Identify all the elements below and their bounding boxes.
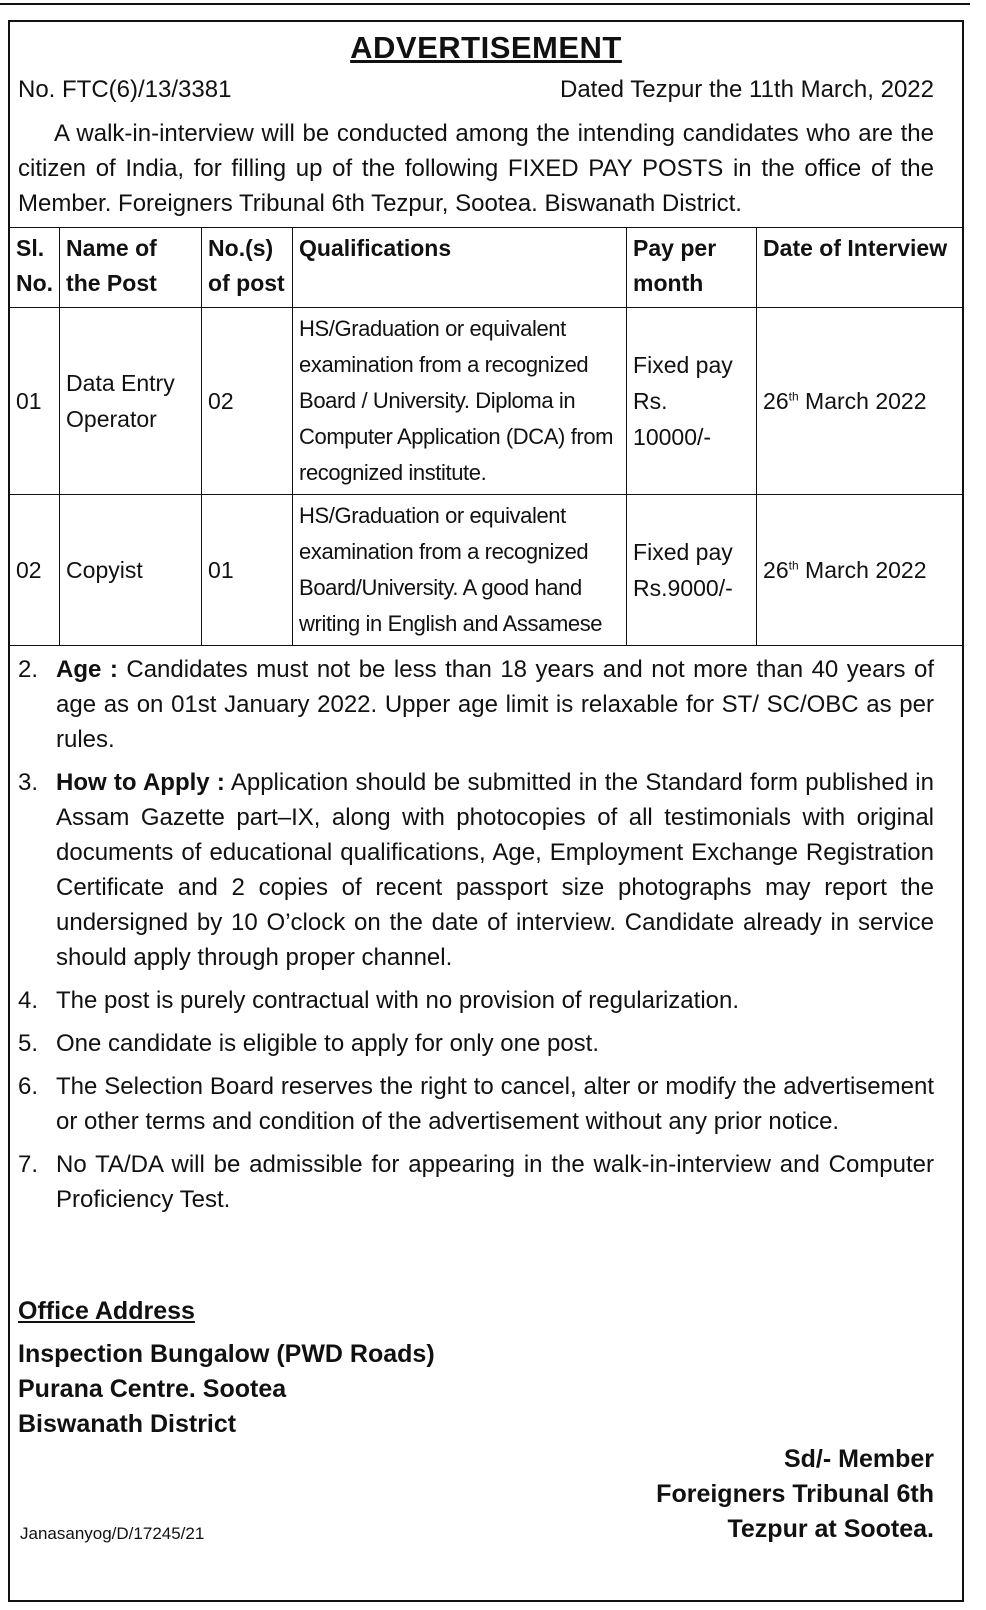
table-row [10,495,962,646]
cell-post-name: Data Entry Operator [60,308,202,495]
condition-text: One candidate is eligible to apply for only one post. [56,1030,600,1057]
dated-line: Dated Tezpur the 11th March, 2022 [559,76,934,103]
advertisement-frame [8,20,964,1602]
date-rest: March 2022 [798,388,927,414]
table-header-row [10,228,962,308]
condition-item [18,765,934,975]
condition-item [18,1069,934,1139]
header-sl-no: Sl. No. [10,228,60,308]
date-rest: March 2022 [798,557,927,583]
top-rule [0,3,970,5]
office-address-line: Inspection Bungalow (PWD Roads) [18,1340,435,1368]
date-suffix: th [788,389,799,404]
signature-block [656,1442,934,1547]
condition-item [18,1026,934,1061]
signature-line: Sd/- Member [783,1445,934,1473]
date-day: 26 [763,557,789,583]
condition-item [18,1147,934,1217]
office-address-line: Purana Centre. Sootea [18,1375,287,1403]
conditions-list [18,652,934,1225]
pay-type: Fixed pay [633,352,733,378]
office-address [18,1294,435,1442]
header-qualifications: Qualifications [293,228,627,308]
cell-interview-date [757,495,962,646]
cell-qualifications: HS/Graduation or equivalent examination from a recognized Board / University. Diploma in Computer Application (DCA) from recognized institute. [293,308,627,495]
pay-amount: Rs. 10000/- [633,388,712,450]
cell-pay [627,495,757,646]
condition-item [18,983,934,1018]
intro-paragraph: A walk-in-interview will be conducted among the intending candidates who are the citizen of India, for filling up of the following FIXED PAY POSTS in the office of the Member. Foreigners Tribunal 6th Tezpur, Sootea. Biswanath District. [18,120,934,217]
table-row [10,308,962,495]
condition-label: How to Apply : [56,769,225,796]
condition-text: No TA/DA will be admissible for appearing in the walk-in-interview and Computer Proficiency Test. [56,1151,934,1213]
posts-table [10,227,962,646]
signature-line: Foreigners Tribunal 6th [656,1480,934,1508]
header-interview-date: Date of Interview [757,228,962,308]
condition-number: 6. [18,1073,39,1100]
cell-interview-date [757,308,962,495]
pay-type: Fixed pay [633,539,733,565]
cell-post-count: 01 [202,495,293,646]
condition-text: Application should be submitted in the Standard form published in Assam Gazette part–IX, along with photocopies of all testimonials with original documents of educational qualifications, Age, Employment Exchange Registration Certificate and 2 copies of recent passport size photographs may report the undersigned by 10 O’clock on the date of interview. Candidate already in service should apply through proper channel. [56,769,934,971]
office-address-heading: Office Address [18,1297,195,1325]
condition-number: 2. [18,656,39,683]
condition-text: The post is purely contractual with no provision of regularization. [56,987,740,1014]
condition-text: Candidates must not be less than 18 years and not more than 40 years of age as on 01st January 2022. Upper age limit is relaxable for ST/ SC/OBC as per rules. [56,656,935,753]
condition-item [18,652,934,757]
cell-pay [627,308,757,495]
condition-text: The Selection Board reserves the right to cancel, alter or modify the advertisement or other terms and condition of the advertisement without any prior notice. [56,1073,934,1135]
cell-post-name: Copyist [60,495,202,646]
office-address-line: Biswanath District [18,1410,237,1438]
signature-line: Tezpur at Sootea. [727,1515,934,1543]
header-post-count: No.(s) of post [202,228,293,308]
publication-code: Janasanyog/D/17245/21 [20,1524,205,1543]
cell-sl-no: 01 [10,308,60,495]
condition-number: 5. [18,1030,39,1057]
header-pay: Pay per month [627,228,757,308]
cell-sl-no: 02 [10,495,60,646]
cell-post-count: 02 [202,308,293,495]
pay-amount: Rs.9000/- [633,575,733,601]
cell-qualifications: HS/Graduation or equivalent examination from a recognized Board/University. A good hand writing in English and Assamese [293,495,627,646]
condition-number: 3. [18,769,39,796]
reference-number: No. FTC(6)/13/3381 [18,76,232,103]
date-suffix: th [788,558,799,573]
condition-number: 4. [18,987,39,1014]
condition-label: Age : [56,656,118,683]
advertisement-title: ADVERTISEMENT [350,30,622,65]
date-day: 26 [763,388,789,414]
condition-number: 7. [18,1151,39,1178]
header-post-name: Name of the Post [60,228,202,308]
